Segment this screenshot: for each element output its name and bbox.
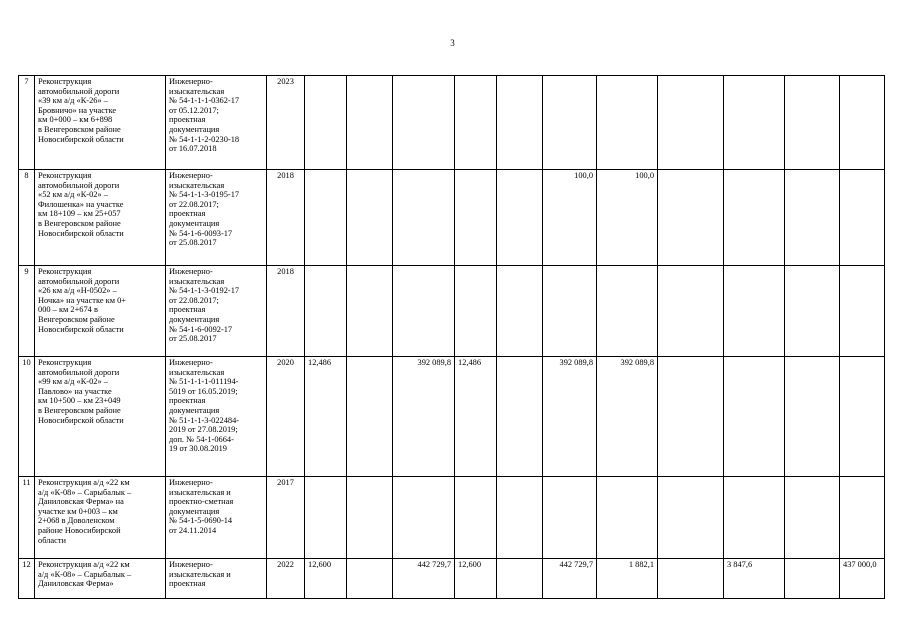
value-cell — [543, 266, 597, 357]
project-documentation: Инженерно- изыскательская и проектная — [166, 559, 267, 599]
value-cell — [497, 477, 543, 559]
value-cell — [455, 477, 497, 559]
value-cell: 12,600 — [305, 559, 347, 599]
object-name: Реконструкция автомобильной дороги «52 км а/д «К-02» – Филошенка» на участке км 18+109 – км 25+057 в Венгеровском районе Новосибирской области — [35, 170, 166, 266]
value-cell — [658, 76, 724, 170]
object-name: Реконструкция а/д «22 км а/д «К-08» – Сарыбалык – Даниловская Ферма» — [35, 559, 166, 599]
value-cell: 392 089,8 — [543, 357, 597, 477]
row-number: 11 — [19, 477, 35, 559]
value-cell — [724, 357, 785, 477]
value-cell — [347, 559, 393, 599]
value-cell: 442 729,7 — [543, 559, 597, 599]
value-cell — [497, 266, 543, 357]
value-cell: 392 089,8 — [393, 357, 455, 477]
value-cell — [658, 357, 724, 477]
value-cell — [347, 477, 393, 559]
object-name: Реконструкция автомобильной дороги «26 км а/д «Н-0502» – Ночка» на участке км 0+ 000 – км 2+674 в Венгеровском районе Новосибирской области — [35, 266, 166, 357]
value-cell: 392 089,8 — [597, 357, 658, 477]
object-name: Реконструкция автомобильной дороги «39 км а/д «К-26» – Бровничо» на участке км 0+000 – км 6+898 в Венгеровском районе Новосибирской области — [35, 76, 166, 170]
value-cell — [724, 266, 785, 357]
value-cell — [455, 76, 497, 170]
table-row — [19, 76, 885, 170]
value-cell — [840, 357, 885, 477]
value-cell — [785, 76, 840, 170]
value-cell — [393, 170, 455, 266]
value-cell — [497, 357, 543, 477]
value-cell: 100,0 — [543, 170, 597, 266]
value-cell — [724, 170, 785, 266]
value-cell: 437 000,0 — [840, 559, 885, 599]
value-cell — [658, 170, 724, 266]
page-number: 3 — [450, 38, 455, 48]
value-cell — [497, 559, 543, 599]
value-cell — [658, 477, 724, 559]
table-row — [19, 357, 885, 477]
value-cell — [597, 477, 658, 559]
row-number: 12 — [19, 559, 35, 599]
value-cell — [543, 76, 597, 170]
completion-year: 2018 — [267, 266, 305, 357]
completion-year: 2023 — [267, 76, 305, 170]
value-cell — [543, 477, 597, 559]
value-cell — [305, 76, 347, 170]
value-cell — [455, 266, 497, 357]
value-cell — [785, 357, 840, 477]
value-cell: 12,486 — [305, 357, 347, 477]
value-cell — [658, 266, 724, 357]
completion-year: 2018 — [267, 170, 305, 266]
table-row — [19, 170, 885, 266]
value-cell — [658, 559, 724, 599]
value-cell — [347, 170, 393, 266]
value-cell — [840, 76, 885, 170]
value-cell: 12,486 — [455, 357, 497, 477]
project-documentation: Инженерно- изыскательская № 54-1-1-3-0192-17 от 22.08.2017; проектная документация № 54-1-6-0092-17 от 25.08.2017 — [166, 266, 267, 357]
object-name: Реконструкция а/д «22 км а/д «К-08» – Сарыбалык – Даниловская Ферма» на участке км 0+003 – км 2+068 в Доволенском районе Новосибирской области — [35, 477, 166, 559]
value-cell: 1 882,1 — [597, 559, 658, 599]
value-cell: 100,0 — [597, 170, 658, 266]
value-cell — [597, 76, 658, 170]
value-cell — [724, 76, 785, 170]
value-cell — [347, 357, 393, 477]
value-cell — [347, 76, 393, 170]
value-cell — [305, 266, 347, 357]
table-body — [19, 76, 885, 599]
row-number: 10 — [19, 357, 35, 477]
completion-year: 2022 — [267, 559, 305, 599]
project-documentation: Инженерно- изыскательская и проектно-сметная документация № 54-1-5-0690-14 от 24.11.2014 — [166, 477, 267, 559]
project-documentation: Инженерно- изыскательская № 54-1-1-1-0362-17 от 05.12.2017; проектная документация № 54-1-1-2-0230-18 от 16.07.2018 — [166, 76, 267, 170]
value-cell — [785, 266, 840, 357]
value-cell — [305, 477, 347, 559]
value-cell: 12,600 — [455, 559, 497, 599]
value-cell — [785, 559, 840, 599]
value-cell: 442 729,7 — [393, 559, 455, 599]
value-cell — [455, 170, 497, 266]
table-row — [19, 266, 885, 357]
row-number: 7 — [19, 76, 35, 170]
project-documentation: Инженерно- изыскательская № 54-1-1-3-0195-17 от 22.08.2017; проектная документация № 54-1-6-0093-17 от 25.08.2017 — [166, 170, 267, 266]
row-number: 9 — [19, 266, 35, 357]
row-number: 8 — [19, 170, 35, 266]
value-cell — [305, 170, 347, 266]
value-cell — [497, 76, 543, 170]
object-name: Реконструкция автомобильной дороги «99 км а/д «К-02» – Павлово» на участке км 10+500 – км 23+049 в Венгеровском районе Новосибирской области — [35, 357, 166, 477]
value-cell — [497, 170, 543, 266]
value-cell — [347, 266, 393, 357]
table-row — [19, 477, 885, 559]
value-cell — [393, 76, 455, 170]
value-cell — [840, 170, 885, 266]
value-cell — [840, 477, 885, 559]
table-row — [19, 559, 885, 599]
value-cell — [724, 477, 785, 559]
value-cell — [597, 266, 658, 357]
project-documentation: Инженерно- изыскательская № 51-1-1-1-011194- 5019 от 16.05.2019; проектная документация № 51-1-1-3-022484- 2019 от 27.08.2019; доп. № 54-1-0664- 19 от 30.08.2019 — [166, 357, 267, 477]
value-cell — [785, 170, 840, 266]
value-cell — [393, 266, 455, 357]
completion-year: 2020 — [267, 357, 305, 477]
investment-table — [18, 75, 885, 599]
value-cell — [785, 477, 840, 559]
value-cell — [393, 477, 455, 559]
completion-year: 2017 — [267, 477, 305, 559]
value-cell: 3 847,6 — [724, 559, 785, 599]
value-cell — [840, 266, 885, 357]
